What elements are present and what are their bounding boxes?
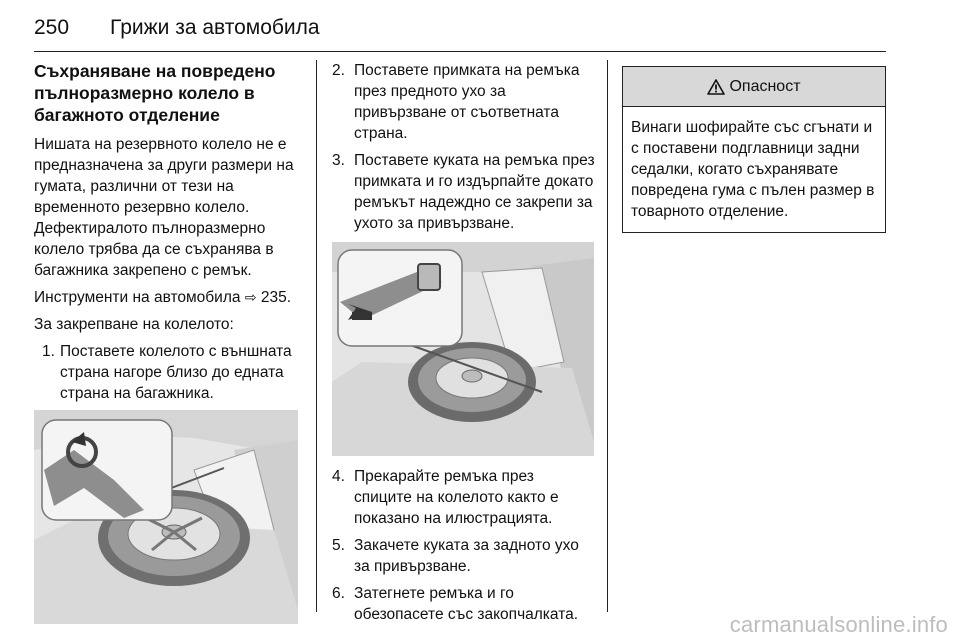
step-number: 3. bbox=[332, 152, 345, 169]
step-item bbox=[332, 150, 596, 234]
step-item bbox=[332, 466, 596, 529]
column-divider bbox=[316, 60, 317, 612]
illustration-strap-hook bbox=[332, 242, 594, 456]
step-number: 5. bbox=[332, 537, 345, 554]
intro-text: За закрепване на колелото: bbox=[34, 316, 234, 333]
step-number: 2. bbox=[332, 62, 345, 79]
step-text: Прекарайте ремъка през спиците на колелото както е показано на илюстрацията. bbox=[354, 468, 559, 527]
danger-box bbox=[622, 66, 886, 233]
tools-page-link[interactable]: 235. bbox=[260, 289, 292, 306]
tools-reference bbox=[34, 287, 306, 308]
page-header bbox=[34, 8, 886, 52]
step-item bbox=[34, 341, 306, 404]
step-item bbox=[332, 535, 596, 577]
danger-text: Винаги шофирайте със сгънати и с поставени подглавници задни седалки, когато съхранявате повредена гума с пълен размер в товарното отделение. bbox=[631, 119, 875, 220]
step-text: Поставете колелото с външната страна нагоре близо до едната страна на багажника. bbox=[60, 343, 292, 402]
tools-text: Инструменти на автомобила bbox=[34, 289, 241, 306]
step-text: Закачете куката за задното ухо за привързване. bbox=[354, 537, 579, 575]
step-item bbox=[332, 583, 596, 625]
column-middle bbox=[332, 60, 596, 631]
step-item bbox=[332, 60, 596, 144]
column-divider bbox=[607, 60, 608, 612]
page-title: Грижи за автомобила bbox=[110, 16, 320, 39]
arrow-ref-icon[interactable]: ⇨ bbox=[244, 289, 257, 305]
danger-header bbox=[623, 67, 885, 107]
watermark: carmanualsonline.info bbox=[729, 612, 948, 637]
page-number: 250 bbox=[34, 16, 70, 39]
section-title: Съхраняване на повредено пълноразмерно колело в багажното отделение bbox=[34, 61, 276, 125]
step-number: 1. bbox=[42, 343, 55, 360]
step-text: Затегнете ремъка и го обезопасете със закопчалката. bbox=[354, 585, 579, 623]
paragraph: Нишата на резервното колело не е предназначена за други размери на гумата, различни от тези на временното резервно колело. Дефектиралото пълноразмерно колело трябва да се съхранява в багажника закрепено с ремък. bbox=[34, 136, 294, 279]
danger-title: Опасност bbox=[729, 78, 801, 95]
column-left bbox=[34, 60, 306, 624]
step-text: Поставете куката на ремъка през примката и го издърпайте докато ремъкът надеждно се закрепи за ухото за привързване. bbox=[354, 152, 595, 232]
step-number: 6. bbox=[332, 585, 345, 602]
column-right bbox=[622, 66, 886, 233]
step-number: 4. bbox=[332, 468, 345, 485]
step-text: Поставете примката на ремъка през предното ухо за привързване от съответната страна. bbox=[354, 62, 580, 142]
warning-triangle-icon bbox=[707, 79, 725, 95]
illustration-wheel-in-trunk bbox=[34, 410, 298, 624]
